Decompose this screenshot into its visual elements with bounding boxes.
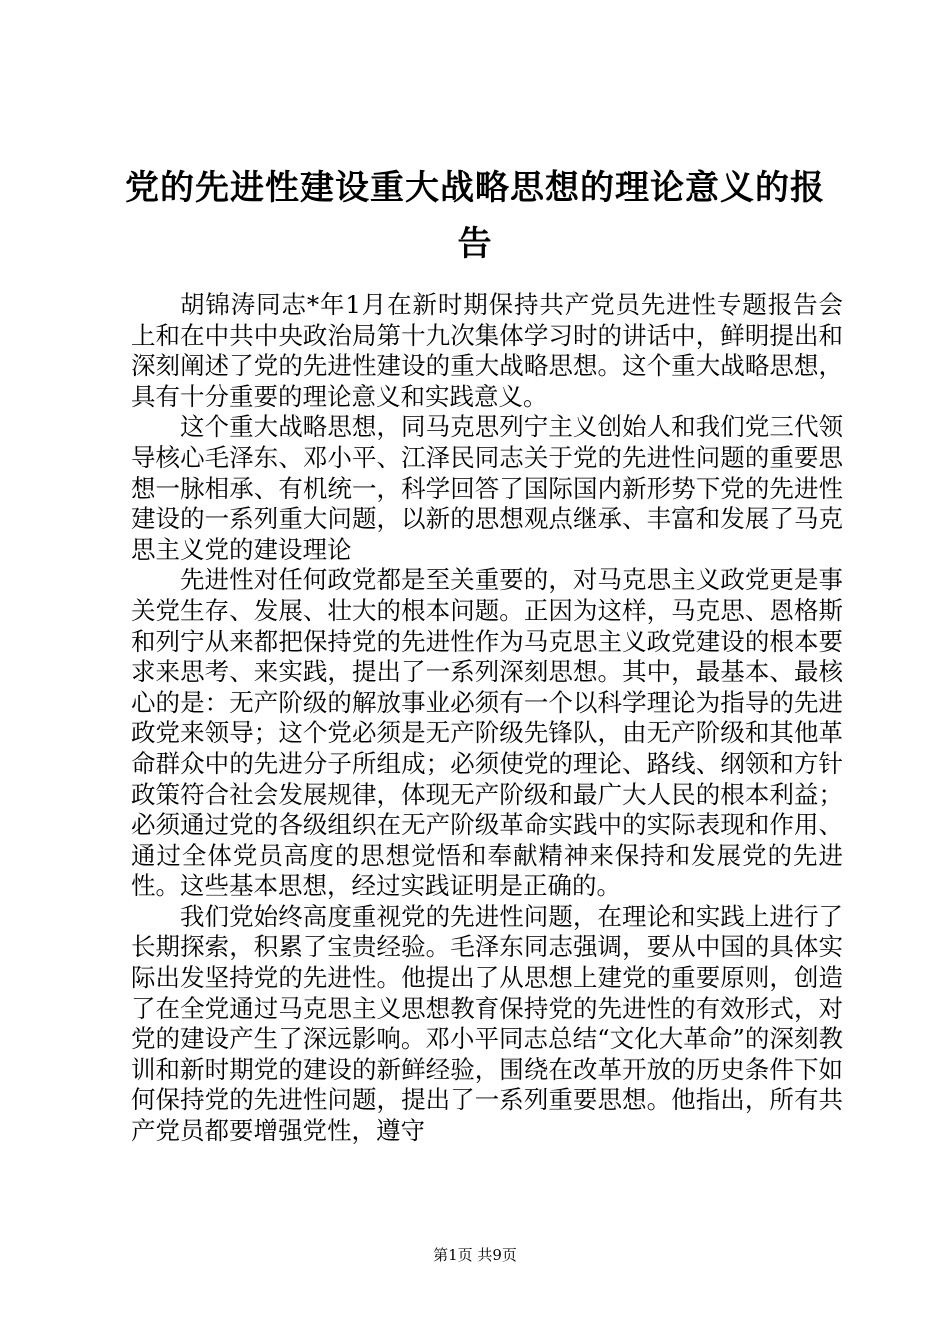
paragraph-2: 这个重大战略思想，同马克思列宁主义创始人和我们党三代领导核心毛泽东、邓小平、江泽民同志关于党的先进性问题的重要思想一脉相承、有机统一，科学回答了国际国内新形势下党的先进性建设的一系列重大问题，以新的思想观点继承、丰富和发展了马克思主义党的建设理论 — [131, 412, 843, 564]
paragraph-1: 胡锦涛同志*年1月在新时期保持共产党员先进性专题报告会上和在中共中央政治局第十九次集体学习时的讲话中，鲜明提出和深刻阐述了党的先进性建设的重大战略思想。这个重大战略思想，具有十分重要的理论意义和实践意义。 — [131, 290, 843, 411]
page-number-footer: 第1页 共9页 — [433, 1246, 517, 1264]
document-body — [131, 290, 843, 1147]
paragraph-4: 我们党始终高度重视党的先进性问题，在理论和实践上进行了长期探索，积累了宝贵经验。毛泽东同志强调，要从中国的具体实际出发坚持党的先进性。他提出了从思想上建党的重要原则，创造了在全党通过马克思主义思想教育保持党的先进性的有效形式，对党的建设产生了深远影响。邓小平同志总结“文化大革命”的深刻教训和新时期党的建设的新鲜经验，围绕在改革开放的历史条件下如何保持党的先进性问题，提出了一系列重要思想。他指出，所有共产党员都要增强党性，遵守 — [131, 901, 843, 1146]
paragraph-3: 先进性对任何政党都是至关重要的，对马克思主义政党更是事关党生存、发展、壮大的根本问题。正因为这样，马克思、恩格斯和列宁从来都把保持党的先进性作为马克思主义政党建设的根本要求来思考、来实践，提出了一系列深刻思想。其中，最基本、最核心的是：无产阶级的解放事业必须有一个以科学理论为指导的先进政党来领导；这个党必须是无产阶级先锋队，由无产阶级和其他革命群众中的先进分子所组成；必须使党的理论、路线、纲领和方针政策符合社会发展规律，体现无产阶级和最广大人民的根本利益；必须通过党的各级组织在无产阶级革命实践中的实际表现和作用、通过全体党员高度的思想觉悟和奉献精神来保持和发展党的先进性。这些基本思想，经过实践证明是正确的。 — [131, 565, 843, 901]
document-title: 党的先进性建设重大战略思想的理论意义的报告 — [125, 168, 825, 264]
